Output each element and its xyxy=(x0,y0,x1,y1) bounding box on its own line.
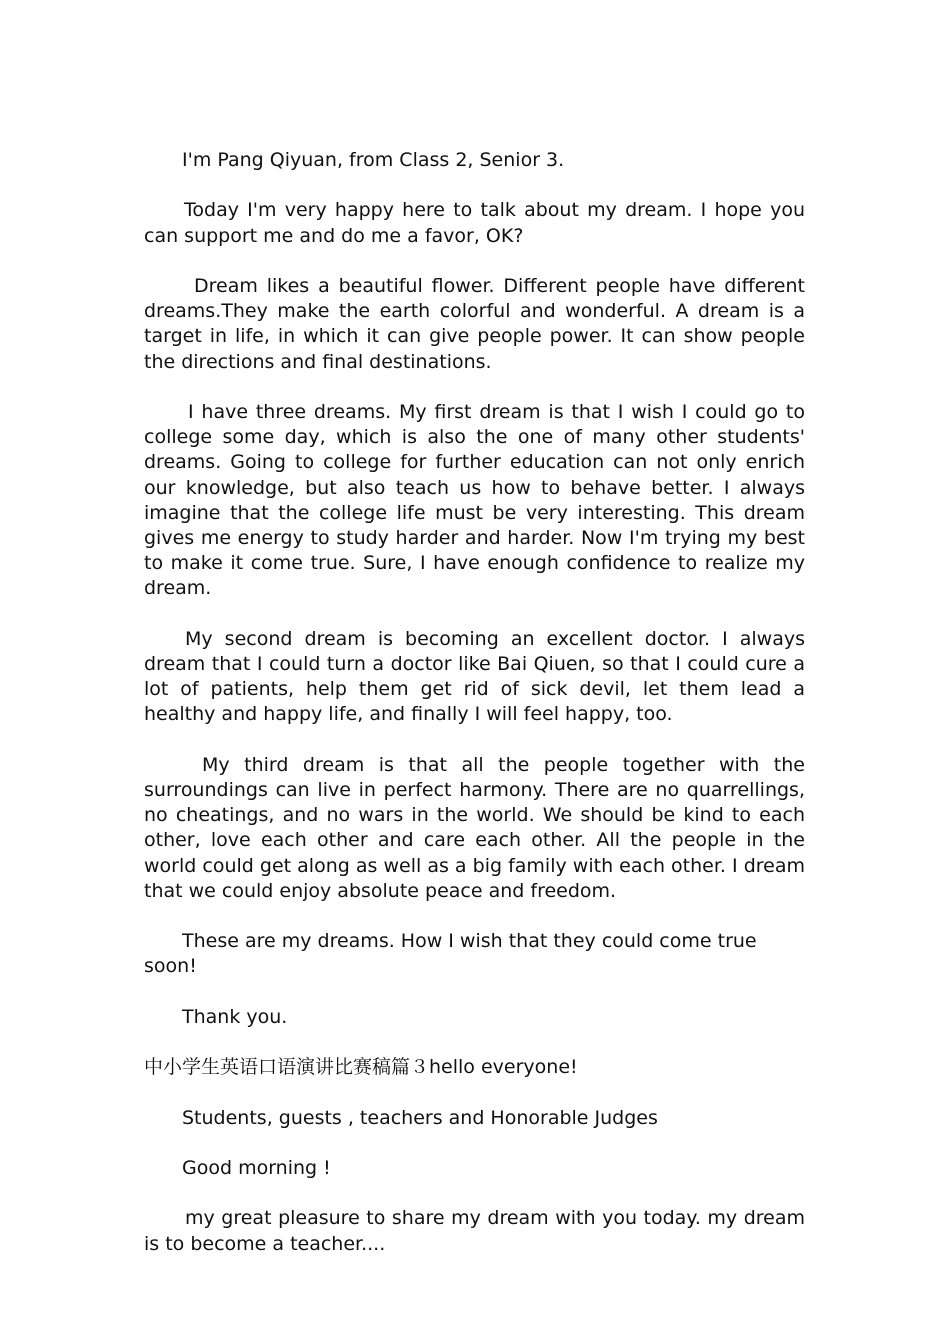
paragraph-conclusion: These are my dreams. How I wish that they could come true soon! xyxy=(144,930,757,978)
section-heading xyxy=(144,1055,805,1080)
section-greeting: hello everyone! xyxy=(429,1056,578,1079)
paragraph-good-morning: Good morning ! xyxy=(182,1156,331,1179)
paragraph-third-dream: My third dream is that all the people together with the surroundings can live in perfect harmony. There are no quarrellings, no cheatings, and no wars in the world. We should be kind to each other, love each other and care each other. All the people in the world could get along as well as a big family with each other. I dream that we could enjoy absolute peace and freedom. xyxy=(144,753,805,902)
paragraph-topic: Today I'm very happy here to talk about my dream. I hope you can support me and do me a favor, OK? xyxy=(144,199,805,247)
paragraph-audience: Students, guests , teachers and Honorable Judges xyxy=(182,1106,658,1129)
paragraph-dream-definition: Dream likes a beautiful flower. Different people have different dreams.They make the earth colorful and wonderful. A dream is a target in life, in which it can give people power. It can show people the directions and final destinations. xyxy=(144,274,805,373)
paragraph-intro: I'm Pang Qiyuan, from Class 2, Senior 3. xyxy=(182,149,565,171)
paragraph-teacher-dream: my great pleasure to share my dream with you today. my dream is to become a teacher.... xyxy=(144,1207,805,1255)
paragraph-second-dream: My second dream is becoming an excellent doctor. I always dream that I could turn a doctor like Bai Qiuen, so that I could cure a lot of patients, help them get rid of sick devil, let them lead a healthy and happy life, and finally I will feel happy, too. xyxy=(144,627,805,726)
paragraph-first-dream: I have three dreams. My first dream is that I wish I could go to college some day, which is also the one of many other students' dreams. Going to college for further education can not only enrich our knowledge, but also teach us how to behave better. I always imagine that the college life must be very interesting. This dream gives me energy to study harder and harder. Now I'm trying my best to make it come true. Sure, I have enough confidence to realize my dream. xyxy=(144,400,805,600)
section-title: 中小学生英语口语演讲比赛稿篇３ xyxy=(144,1056,430,1079)
paragraph-thanks: Thank you. xyxy=(182,1005,288,1028)
